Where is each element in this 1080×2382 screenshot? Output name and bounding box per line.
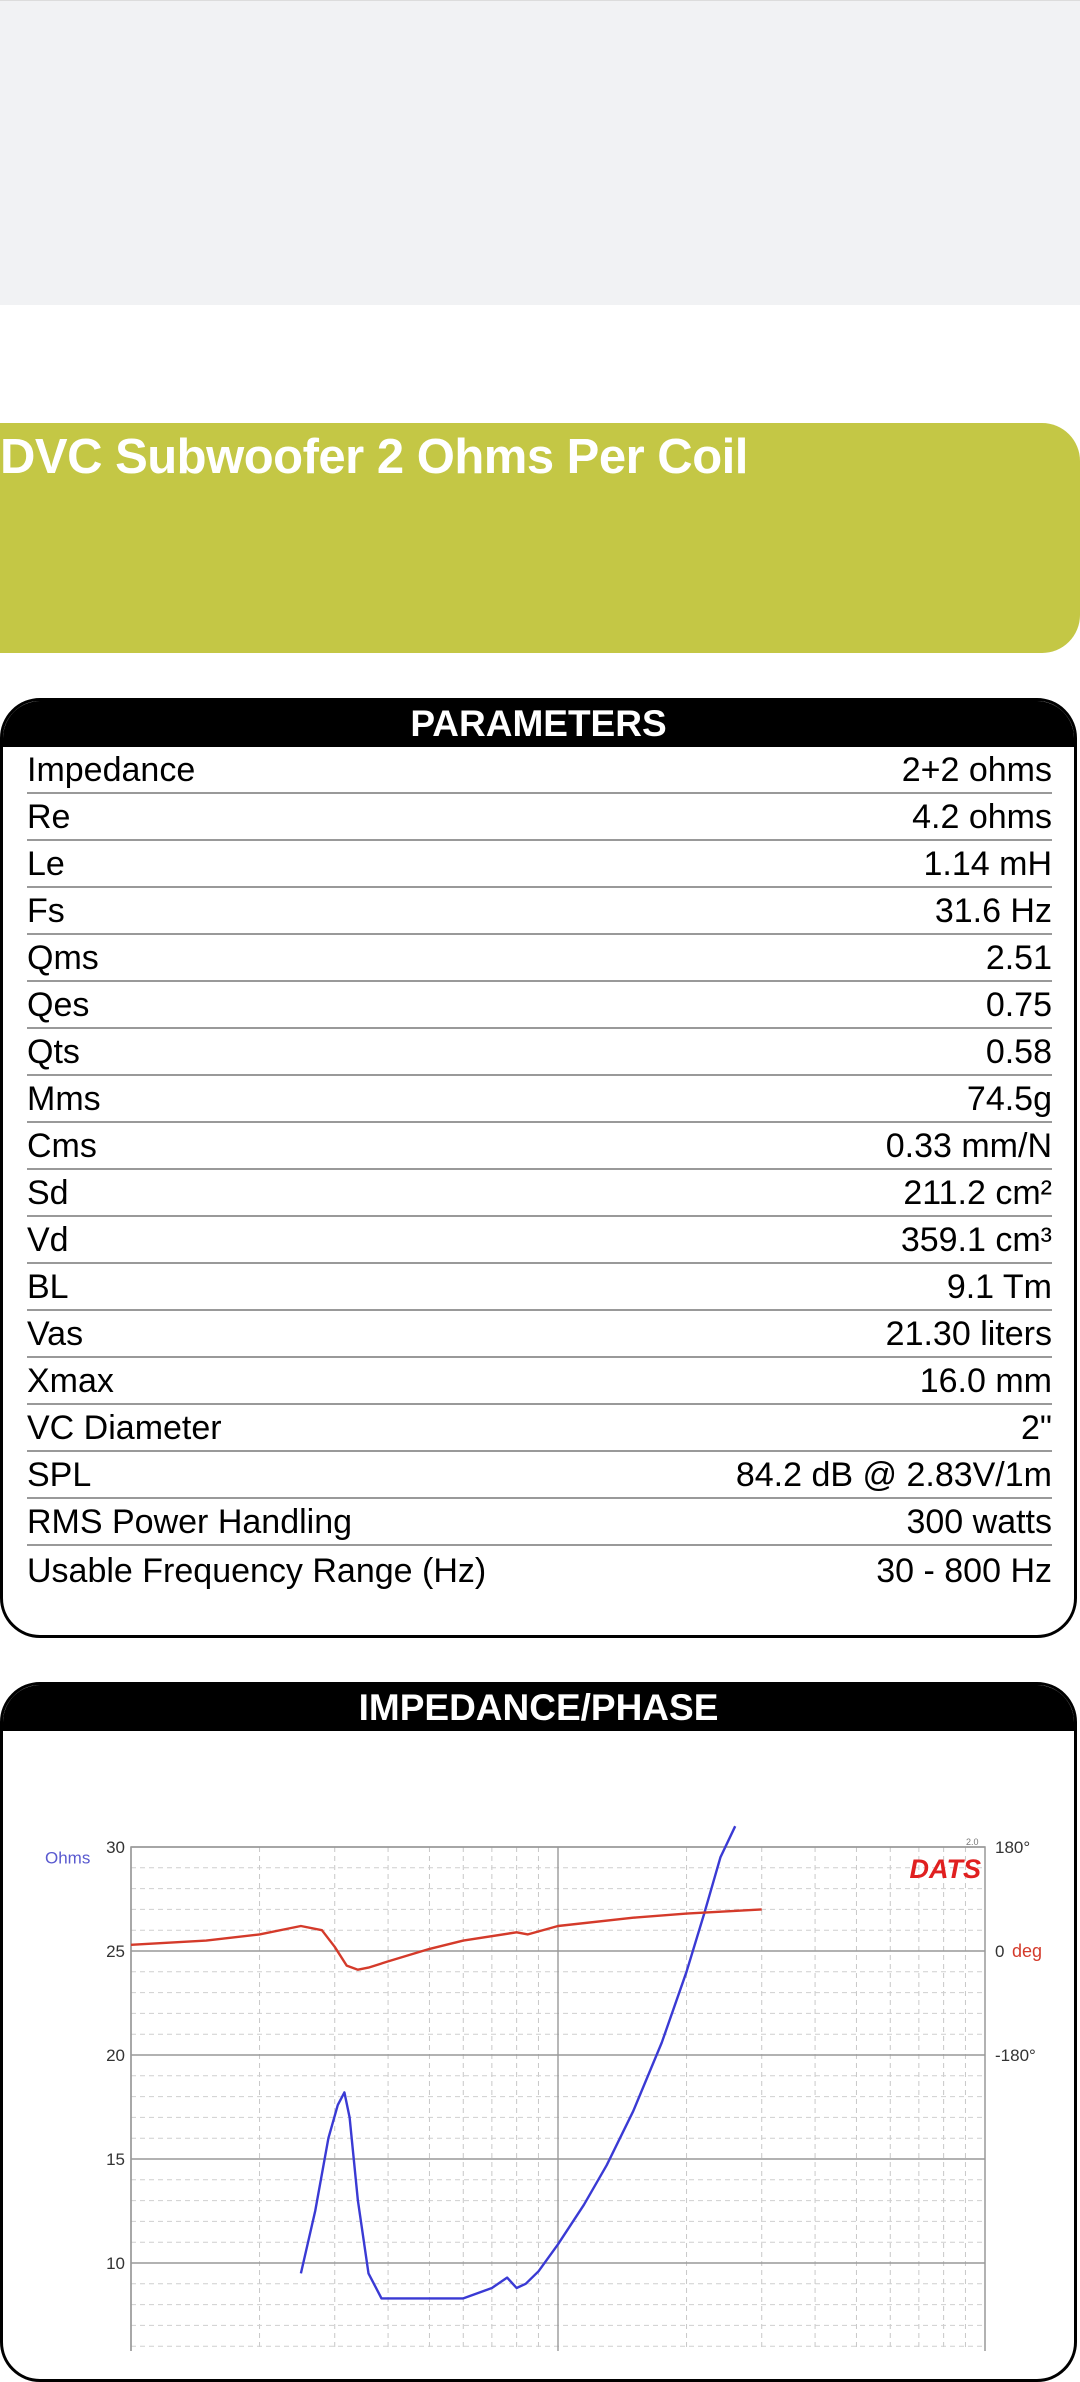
y-tick-label: 15 bbox=[106, 2150, 125, 2169]
parameter-row bbox=[27, 1311, 1052, 1358]
parameter-value: 359.1 cm³ bbox=[900, 1221, 1052, 1259]
parameter-value: 0.58 bbox=[985, 1033, 1052, 1071]
parameter-row bbox=[27, 1358, 1052, 1405]
dats-logo: DATS bbox=[909, 1854, 981, 1884]
impedance-phase-svg bbox=[3, 1731, 1077, 2351]
parameter-label: SPL bbox=[27, 1456, 92, 1494]
parameter-value: 31.6 Hz bbox=[934, 892, 1052, 930]
parameter-value: 0.33 mm/N bbox=[885, 1127, 1052, 1165]
parameter-row bbox=[27, 888, 1052, 935]
parameter-label: Qts bbox=[27, 1033, 80, 1071]
y2-tick-label: 180° bbox=[995, 1838, 1031, 1857]
phase-curve bbox=[131, 1909, 762, 1969]
parameter-value: 2+2 ohms bbox=[901, 751, 1052, 789]
parameter-value: 9.1 Tm bbox=[946, 1268, 1052, 1306]
parameter-value: 2" bbox=[1021, 1409, 1052, 1447]
parameter-value: 21.30 liters bbox=[885, 1315, 1052, 1353]
series-layer bbox=[131, 1826, 762, 2298]
parameter-row bbox=[27, 1405, 1052, 1452]
y2-tick-label: 0 bbox=[995, 1942, 1005, 1961]
left-axis-unit: Ohms bbox=[45, 1848, 91, 1868]
brand-version: 2.0 bbox=[966, 1837, 979, 1847]
parameter-label: Vas bbox=[27, 1315, 84, 1353]
parameter-label: Fs bbox=[27, 892, 65, 930]
parameter-label: Le bbox=[27, 845, 65, 883]
product-title: DVC Subwoofer 2 Ohms Per Coil bbox=[0, 430, 748, 484]
impedance-phase-panel bbox=[0, 1682, 1077, 2382]
y2-tick-label: -180° bbox=[995, 2046, 1036, 2065]
y-tick-label: 10 bbox=[106, 2254, 125, 2273]
parameter-label: Cms bbox=[27, 1127, 97, 1165]
parameter-row bbox=[27, 1123, 1052, 1170]
parameter-row bbox=[27, 1452, 1052, 1499]
parameter-row bbox=[27, 1170, 1052, 1217]
parameter-row bbox=[27, 1546, 1052, 1593]
parameter-value: 211.2 cm² bbox=[903, 1174, 1052, 1212]
parameter-label: Xmax bbox=[27, 1362, 114, 1400]
impedance-phase-chart bbox=[3, 1731, 1077, 2351]
parameter-value: 2.51 bbox=[985, 939, 1052, 977]
parameter-value: 1.14 mH bbox=[923, 845, 1052, 883]
y-tick-label: 20 bbox=[106, 2046, 125, 2065]
parameter-value: 4.2 ohms bbox=[912, 798, 1052, 836]
parameter-label: Sd bbox=[27, 1174, 69, 1212]
parameter-label: Qms bbox=[27, 939, 99, 977]
parameter-row bbox=[27, 747, 1052, 794]
parameter-row bbox=[27, 1217, 1052, 1264]
impedance-curve bbox=[301, 1826, 735, 2298]
parameter-label: BL bbox=[27, 1268, 69, 1306]
parameter-row bbox=[27, 935, 1052, 982]
parameter-value: 74.5g bbox=[966, 1080, 1052, 1118]
parameter-label: Vd bbox=[27, 1221, 69, 1259]
parameter-label: Mms bbox=[27, 1080, 101, 1118]
parameter-value: 0.75 bbox=[985, 986, 1052, 1024]
parameter-value: 84.2 dB @ 2.83V/1m bbox=[735, 1456, 1052, 1494]
parameter-label: Qes bbox=[27, 986, 90, 1024]
parameters-list bbox=[3, 747, 1074, 1593]
parameter-value: 300 watts bbox=[906, 1503, 1052, 1541]
parameter-row bbox=[27, 1264, 1052, 1311]
parameter-value: 30 - 800 Hz bbox=[876, 1552, 1052, 1590]
top-placeholder-area bbox=[0, 0, 1080, 305]
y-tick-label: 25 bbox=[106, 1942, 125, 1961]
parameter-label: VC Diameter bbox=[27, 1409, 222, 1447]
parameter-row bbox=[27, 982, 1052, 1029]
parameter-label: Re bbox=[27, 798, 71, 836]
parameter-label: RMS Power Handling bbox=[27, 1503, 353, 1541]
parameters-panel bbox=[0, 698, 1077, 1638]
parameter-label: Impedance bbox=[27, 751, 196, 789]
y-tick-label: 30 bbox=[106, 1838, 125, 1857]
left-axis-ticks bbox=[106, 1838, 125, 2273]
parameter-row bbox=[27, 1076, 1052, 1123]
parameter-label: Usable Frequency Range (Hz) bbox=[27, 1552, 487, 1590]
impedance-phase-heading: IMPEDANCE/PHASE bbox=[3, 1685, 1074, 1731]
parameter-row bbox=[27, 841, 1052, 888]
right-axis-unit: deg bbox=[1012, 1941, 1043, 1961]
parameter-row bbox=[27, 1499, 1052, 1546]
parameter-row bbox=[27, 794, 1052, 841]
parameter-value: 16.0 mm bbox=[919, 1362, 1052, 1400]
product-title-banner bbox=[0, 423, 1080, 653]
parameter-row bbox=[27, 1029, 1052, 1076]
parameters-heading: PARAMETERS bbox=[3, 701, 1074, 747]
